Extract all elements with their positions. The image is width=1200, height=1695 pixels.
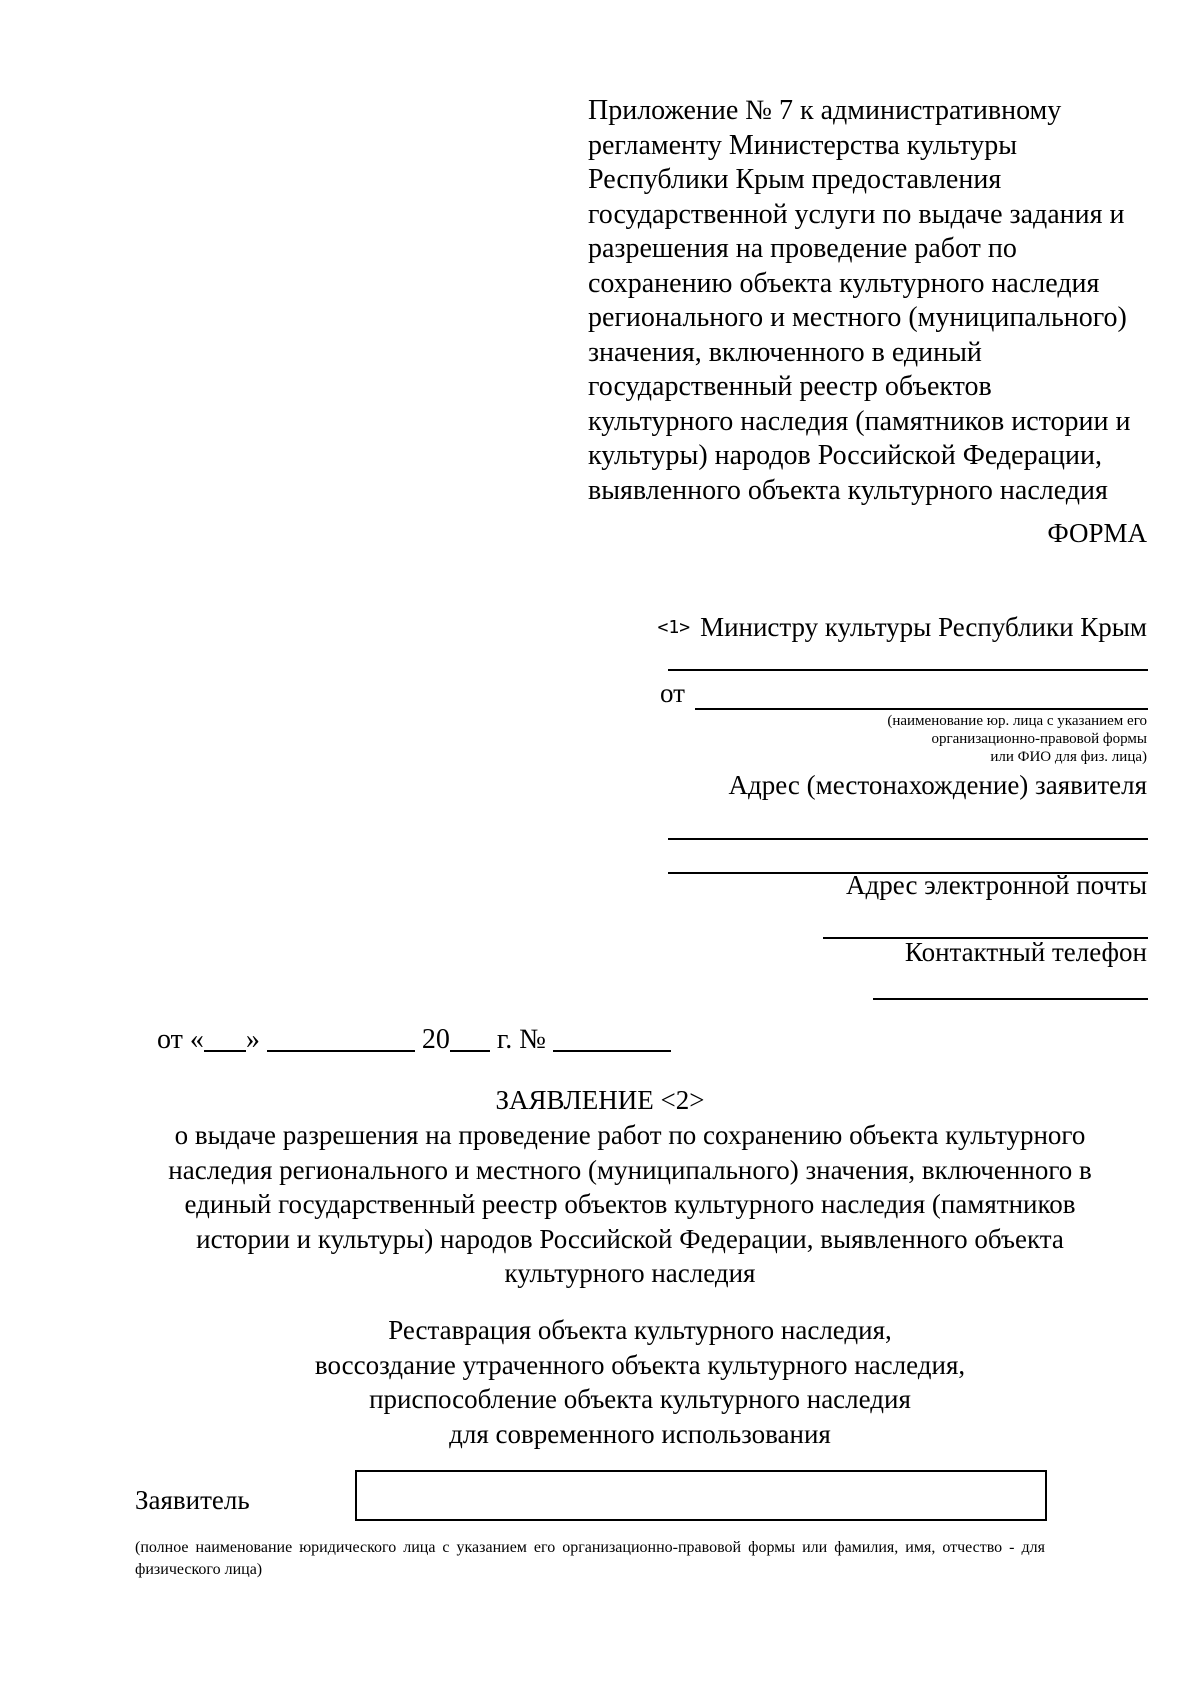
applicant-label: Заявитель xyxy=(135,1485,250,1515)
addressee-underline xyxy=(668,669,1148,671)
month-field[interactable] xyxy=(267,1024,415,1052)
phone-label: Контактный телефон xyxy=(904,937,1147,967)
from-label: от xyxy=(660,678,685,708)
work-types: Реставрация объекта культурного наследия, воссоздание утраченного объекта культурного наследия, приспособление объекта культурного наследия для современного использования xyxy=(314,1315,966,1449)
date-quote-close: » xyxy=(245,1024,260,1055)
footnote-tag-1: <1> xyxy=(657,617,691,638)
date-prefix: от « xyxy=(157,1024,204,1055)
address-field-line-1[interactable] xyxy=(668,838,1148,840)
addressee-text: Министру культуры Республики Крым xyxy=(700,612,1147,642)
from-hint: (наименование юр. лица с указанием его организационно-правовой формы или ФИО для физ. лица) xyxy=(887,713,1147,765)
applicant-hint: (полное наименование юридического лица с указанием его организационно-правовой формы или фамилия, имя, отчество - для физического лица) xyxy=(135,1539,1045,1578)
year-prefix: 20 xyxy=(421,1024,450,1055)
applicant-field[interactable] xyxy=(355,1470,1047,1521)
document-title: ЗАЯВЛЕНИЕ <2> xyxy=(495,1085,705,1115)
date-number-row xyxy=(157,1024,671,1056)
document-subtitle: о выдаче разрешения на проведение работ по сохранению объекта культурного наследия регионального и местного (муниципального) значения, включенного в единый государственный реестр объектов культурного наследия (памятников истории и культуры) народов Российской Федерации, выявленного объекта культурного наследия xyxy=(168,1120,1092,1288)
addressee-line xyxy=(658,612,1147,643)
number-label: г. № xyxy=(496,1024,546,1055)
form-label: ФОРМА xyxy=(1047,518,1147,548)
email-label: Адрес электронной почты xyxy=(846,870,1147,900)
day-field[interactable] xyxy=(204,1024,246,1052)
phone-field-line[interactable] xyxy=(873,998,1148,1000)
year-field[interactable] xyxy=(450,1024,490,1052)
from-field-line[interactable] xyxy=(695,708,1148,710)
number-field[interactable] xyxy=(553,1024,671,1052)
appendix-note: Приложение № 7 к административному регламенту Министерства культуры Республики Крым предоставления государственной услуги по выдаче задания и разрешения на проведение работ по сохранению объекта культурного наследия регионального и местного (муниципального) значения, включенного в единый государственный реестр объектов культурного наследия (памятников истории и культуры) народов Российской Федерации, выявленного объекта культурного наследия xyxy=(588,95,1131,506)
address-label: Адрес (местонахождение) заявителя xyxy=(728,770,1147,800)
